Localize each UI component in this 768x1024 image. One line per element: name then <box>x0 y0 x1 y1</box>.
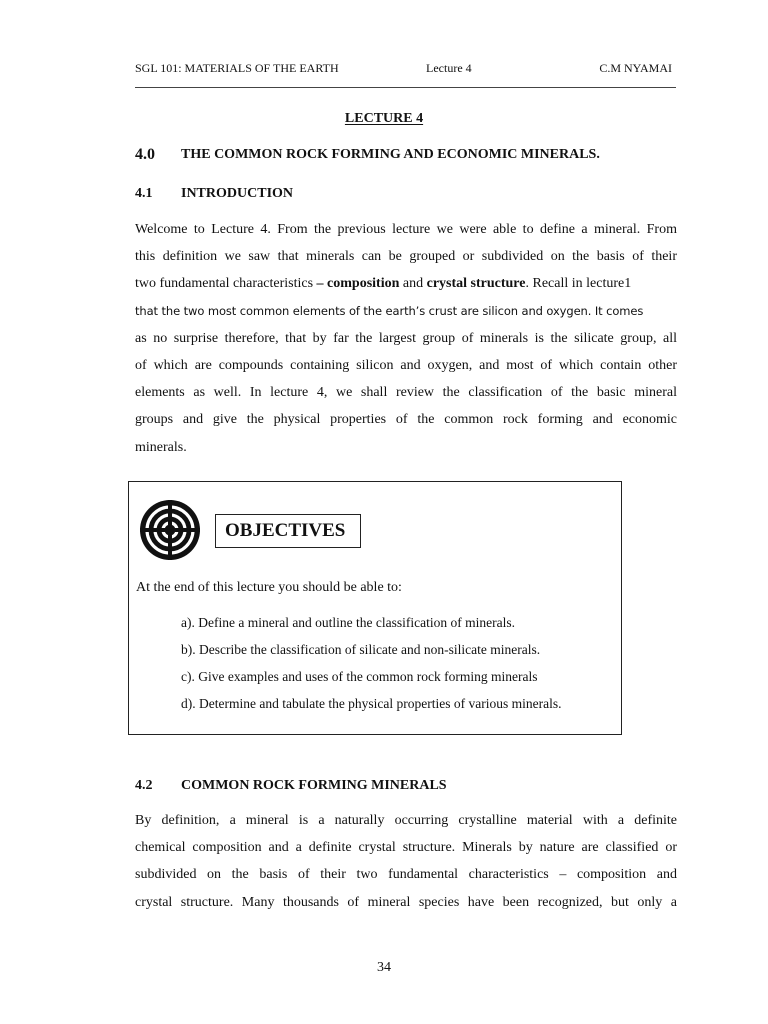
objectives-label: OBJECTIVES <box>215 514 361 548</box>
section-title: THE COMMON ROCK FORMING AND ECONOMIC MINERALS. <box>181 147 600 162</box>
paragraph-line: this definition we saw that minerals can be grouped or subdivided on the basis of their <box>135 249 677 265</box>
section-number: 4.1 <box>135 186 153 201</box>
section-number: 4.2 <box>135 778 153 793</box>
paragraph-line: groups and give the physical properties of the common rock forming and economic <box>135 412 677 428</box>
text-run: . Recall in lecture1 <box>525 276 632 292</box>
list-item: a). Define a mineral and outline the classification of minerals. <box>181 615 515 630</box>
paragraph-line: subdivided on the basis of their two fundamental characteristics – composition and <box>135 867 677 883</box>
lecture-title: LECTURE 4 <box>344 111 424 126</box>
paragraph-line: crystal structure. Many thousands of mineral species have been recognized, but only a <box>135 894 677 910</box>
paragraph-line: Welcome to Lecture 4. From the previous lecture we were able to define a mineral. From <box>135 222 677 237</box>
paragraph-line: chemical composition and a definite crystal structure. Minerals by nature are classified or <box>135 840 677 856</box>
text-run-dash: – <box>316 276 324 292</box>
header-course: SGL 101: MATERIALS OF THE EARTH <box>135 61 339 75</box>
list-item: c). Give examples and uses of the common rock forming minerals <box>181 669 538 684</box>
target-icon <box>138 498 202 562</box>
objectives-list <box>181 614 562 722</box>
objectives-intro: At the end of this lecture you should be able to: <box>136 580 402 595</box>
list-item: d). Determine and tabulate the physical properties of various minerals. <box>181 696 562 711</box>
paragraph-line: By definition, a mineral is a naturally occurring crystalline material with a definite <box>135 813 677 828</box>
header-divider <box>135 87 676 88</box>
paragraph-line: as no surprise therefore, that by far the largest group of minerals is the silicate group, all <box>135 330 677 346</box>
paragraph-line: elements as well. In lecture 4, we shall review the classification of the basic mineral <box>135 385 677 401</box>
section-title: COMMON ROCK FORMING MINERALS <box>181 778 447 793</box>
paragraph-line <box>135 270 677 297</box>
term-composition: composition <box>323 276 400 292</box>
paragraph-line: minerals. <box>135 439 187 455</box>
text-run: and <box>399 276 427 292</box>
objectives-box <box>128 481 622 735</box>
paragraph-line: of which are compounds containing silicon and oxygen, and most of which contain other <box>135 357 677 373</box>
page-number: 34 <box>377 960 391 975</box>
intro-paragraph <box>135 216 677 461</box>
section-number: 4.0 <box>135 146 155 163</box>
list-item: b). Describe the classification of silicate and non-silicate minerals. <box>181 642 541 657</box>
header-lecture: Lecture 4 <box>426 61 472 75</box>
text-run: two fundamental characteristics <box>135 276 317 292</box>
definition-paragraph <box>135 807 677 916</box>
section-title: INTRODUCTION <box>181 186 294 201</box>
header-author: C.M NYAMAI <box>599 61 672 75</box>
term-crystal-structure: crystal structure <box>426 276 526 292</box>
paragraph-line: that the two most common elements of the earth’s crust are silicon and oxygen. It comes <box>135 303 644 318</box>
